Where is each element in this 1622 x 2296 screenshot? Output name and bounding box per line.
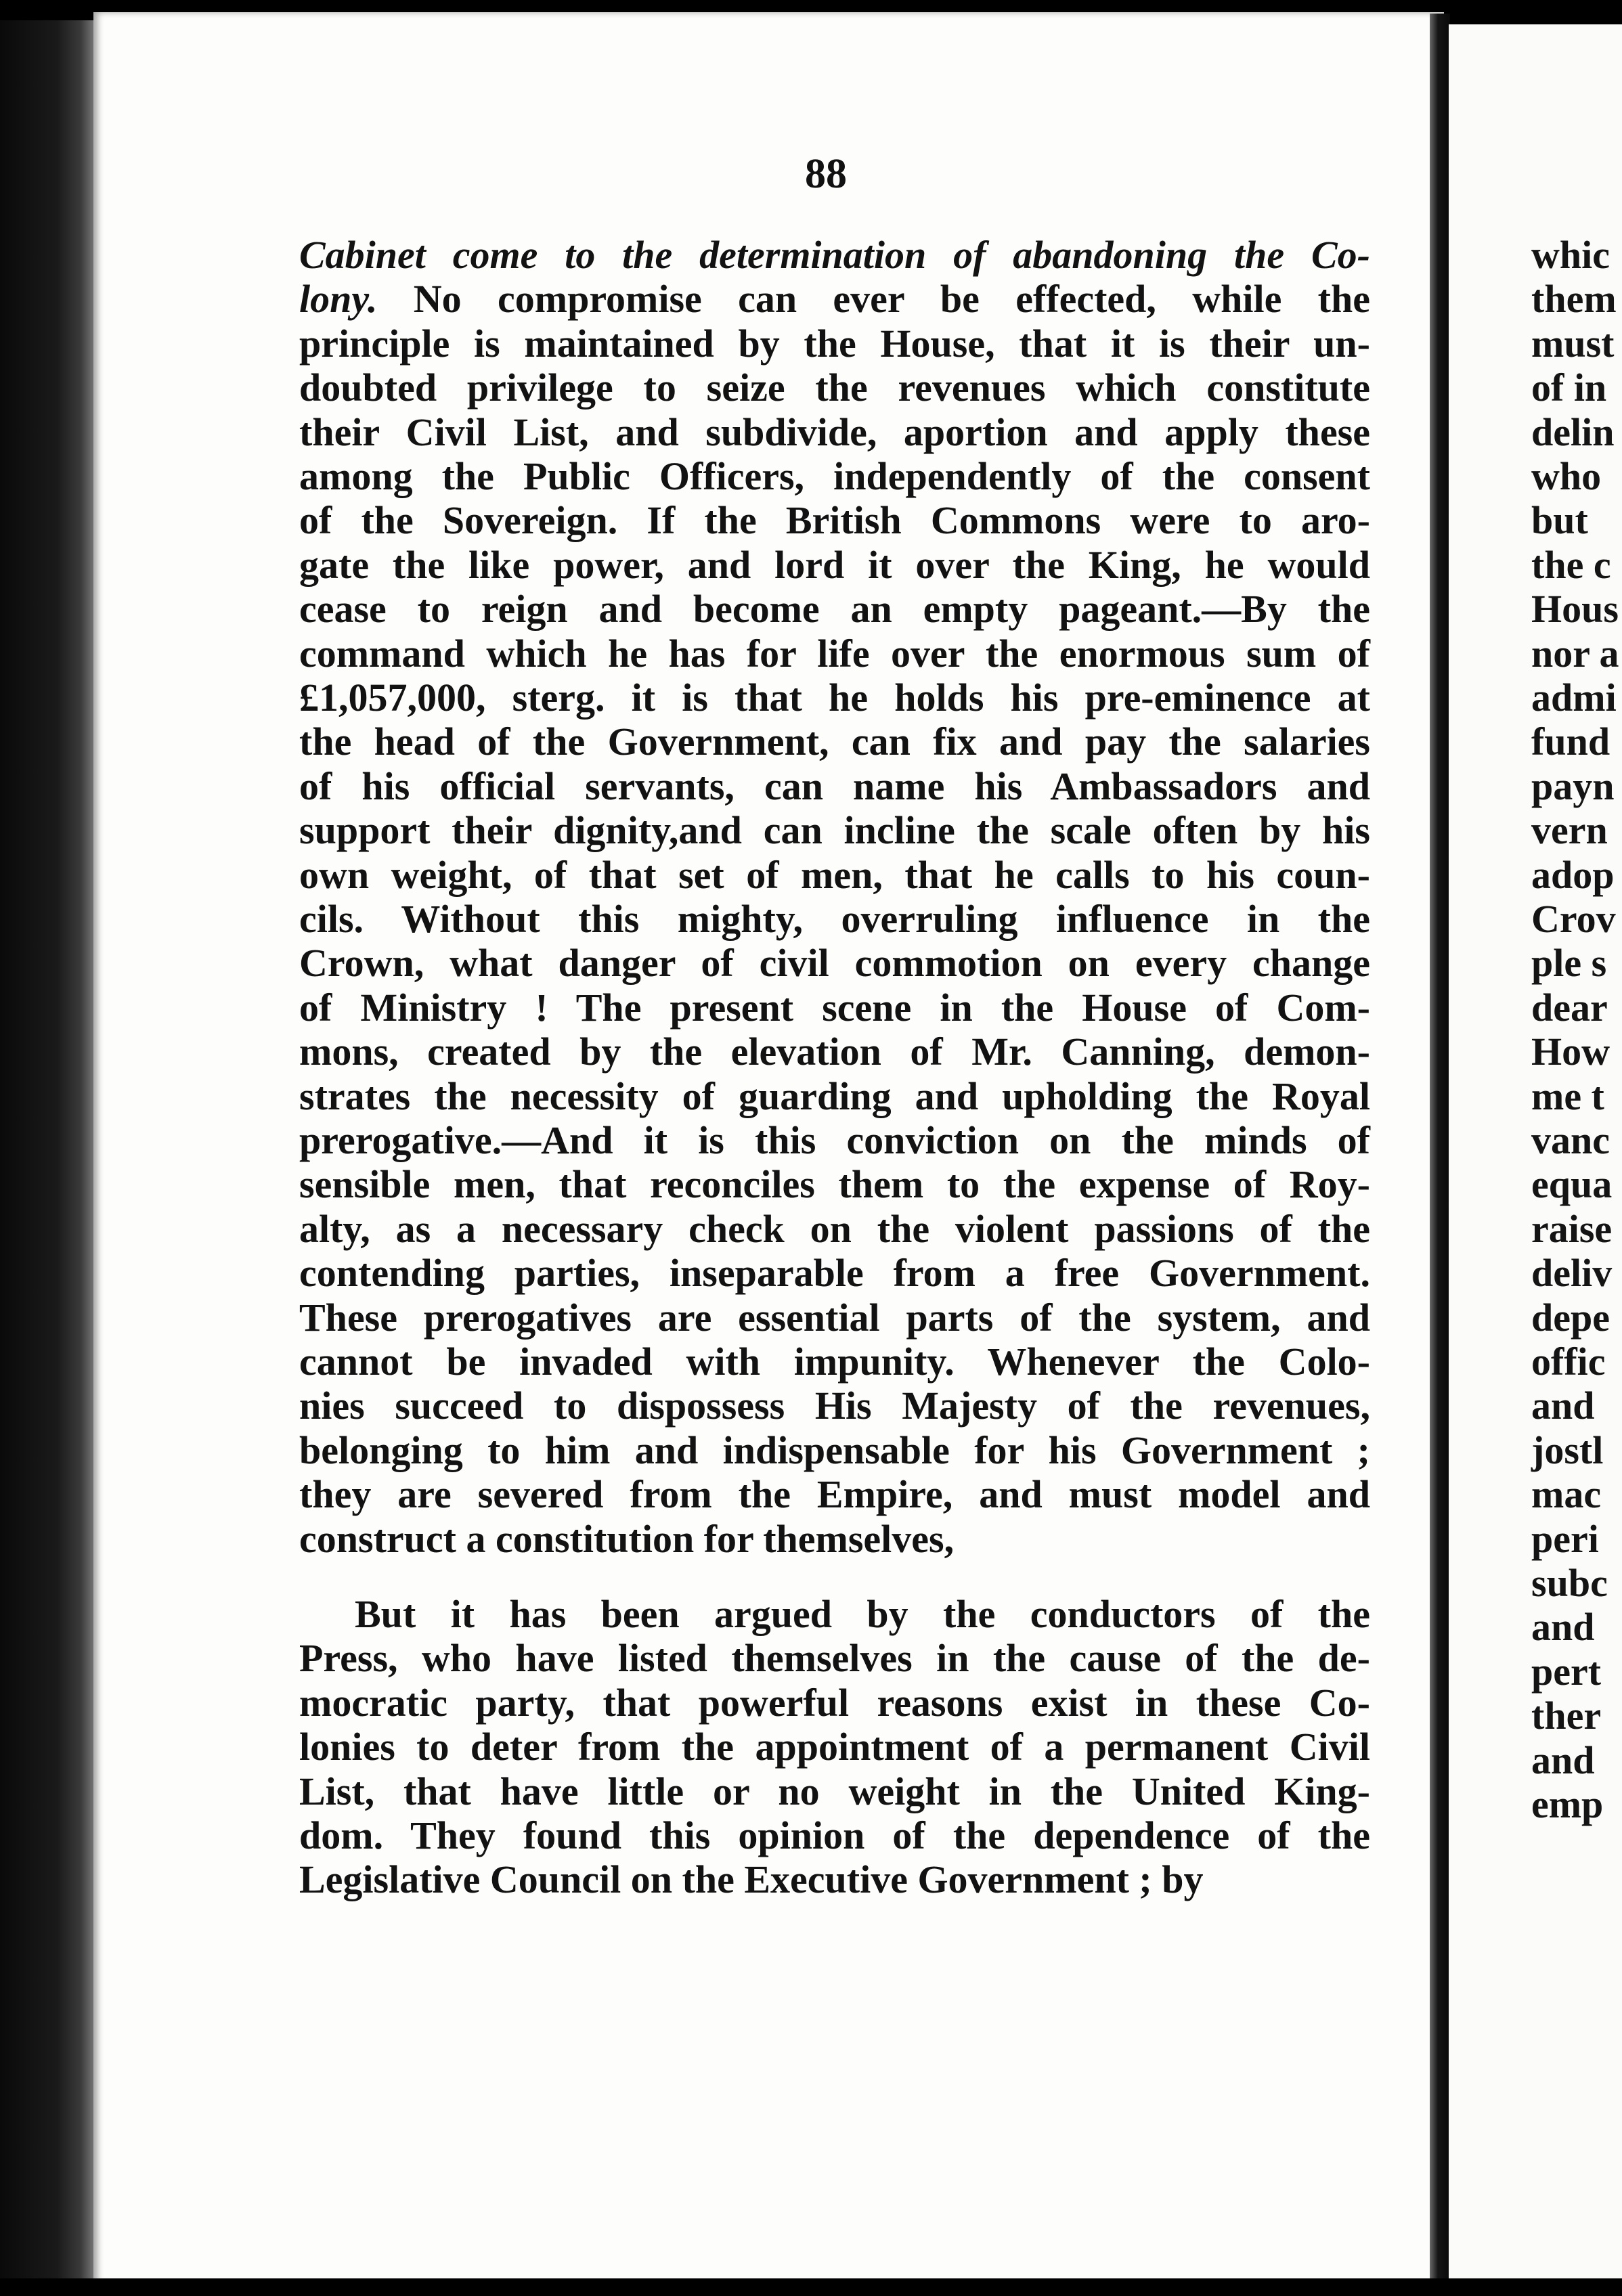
book-gutter [1430, 14, 1450, 2296]
text-line: Crown, what danger of civil commotion on every change [299, 941, 1370, 986]
text-line: But it has been argued by the conductors of the [355, 1592, 1370, 1636]
facing-text-line: vanc [1531, 1118, 1610, 1162]
facing-text-line: raise [1531, 1206, 1613, 1251]
text-line: construct a constitution for themselves, [299, 1516, 955, 1561]
text-line: gate the like power, and lord it over the King, he would [299, 542, 1370, 587]
facing-text-line: adop [1531, 852, 1615, 897]
text-line: cease to reign and become an empty pageant.—By the [299, 587, 1370, 632]
text-line: dom. They found this opinion of the dependence of the [299, 1813, 1370, 1857]
facing-text-line: peri [1531, 1516, 1599, 1561]
facing-text-line: How [1531, 1030, 1610, 1074]
facing-text-line: equa [1531, 1162, 1613, 1207]
facing-text-line: delin [1531, 410, 1615, 454]
text-line: Cabinet come to the determination of abandoning the Co- [299, 233, 1370, 277]
facing-text-line: emp [1531, 1782, 1604, 1826]
page-number: 88 [805, 151, 847, 197]
facing-text-line: dear [1531, 985, 1608, 1030]
text-line: cils. Without this mighty, overruling influence in the [299, 897, 1370, 941]
text-line: lonies to deter from the appointment of a permanent Civil [299, 1725, 1370, 1769]
facing-text-line: ther [1531, 1694, 1602, 1738]
facing-text-line: whic [1531, 233, 1610, 277]
text-line: belonging to him and indispensable for his Government ; [299, 1428, 1370, 1472]
facing-text-line: Crov [1531, 897, 1616, 941]
facing-text-line: of in [1531, 366, 1607, 410]
text-line: mocratic party, that powerful reasons exist in these Co- [299, 1680, 1370, 1725]
facing-text-line: vern [1531, 808, 1608, 853]
facing-text-line: me t [1531, 1074, 1604, 1118]
text-line: alty, as a necessary check on the violent passions of the [299, 1206, 1370, 1251]
facing-text-line: must [1531, 321, 1615, 366]
text-line: strates the necessity of guarding and upholding the Royal [299, 1074, 1370, 1118]
text-line: nies succeed to dispossess His Majesty of the revenues, [299, 1384, 1370, 1428]
facing-text-line: depe [1531, 1295, 1610, 1340]
facing-text-line: the c [1531, 542, 1611, 587]
facing-text-line: and [1531, 1384, 1595, 1428]
facing-text-line: Hous [1531, 587, 1619, 632]
text-line: Press, who have listed themselves in the cause of the de- [299, 1636, 1370, 1681]
text-line: among the Public Officers, independently of the consent [299, 454, 1370, 498]
text-line: support their dignity,and can incline the scale often by his [299, 808, 1370, 853]
facing-text-line: fund [1531, 720, 1610, 764]
text-line: the head of the Government, can fix and pay the salaries [299, 720, 1370, 764]
facing-text-line: and [1531, 1605, 1595, 1650]
facing-text-line: nor a [1531, 631, 1619, 676]
facing-text-line: who [1531, 454, 1602, 498]
facing-text-line: mac [1531, 1472, 1602, 1517]
text-line: of his official servants, can name his Ambassadors and [299, 764, 1370, 808]
facing-text-line: them [1531, 277, 1617, 322]
text-line: List, that have little or no weight in the United King- [299, 1769, 1370, 1813]
text-line: principle is maintained by the House, that it is their un- [299, 321, 1370, 366]
text-line: they are severed from the Empire, and must model and [299, 1472, 1370, 1517]
facing-text-line: pert [1531, 1649, 1602, 1694]
facing-text-line: payn [1531, 764, 1615, 808]
text-line: mons, created by the elevation of Mr. Canning, demon- [299, 1030, 1370, 1074]
text-line: of Ministry ! The present scene in the House of Com- [299, 985, 1370, 1030]
facing-text-line: admi [1531, 676, 1617, 720]
scan-bottom-border [0, 2278, 1622, 2296]
facing-text-line: offic [1531, 1340, 1606, 1384]
text-line: own weight, of that set of men, that he calls to his coun- [299, 852, 1370, 897]
facing-text-line: jostl [1531, 1428, 1604, 1472]
text-line: £1,057,000, sterg. it is that he holds his pre-eminence at [299, 676, 1370, 720]
facing-text-line: but [1531, 498, 1588, 543]
text-line: prerogative.—And it is this conviction on the minds of [299, 1118, 1370, 1162]
text-line: of the Sovereign. If the British Commons were to aro- [299, 498, 1370, 543]
facing-text-line: ple s [1531, 941, 1607, 986]
text-line: their Civil List, and subdivide, aportion and apply these [299, 410, 1370, 454]
text-line: doubted privilege to seize the revenues which constitute [299, 366, 1370, 410]
text-line: command which he has for life over the enormous sum of [299, 631, 1370, 676]
text-line: sensible men, that reconciles them to the expense of Roy- [299, 1162, 1370, 1207]
text-line: cannot be invaded with impunity. Whenever the Colo- [299, 1340, 1370, 1384]
facing-text-line: subc [1531, 1561, 1608, 1605]
text-line: These prerogatives are essential parts of the system, and [299, 1295, 1370, 1340]
text-line: lony. No compromise can ever be effected, while the [299, 277, 1370, 322]
scan-left-border [0, 0, 95, 2296]
text-line: contending parties, inseparable from a free Government. [299, 1251, 1370, 1296]
text-line: Legislative Council on the Executive Government ; by [299, 1857, 1204, 1902]
facing-text-line: deliv [1531, 1251, 1613, 1296]
facing-text-line: and [1531, 1738, 1595, 1782]
